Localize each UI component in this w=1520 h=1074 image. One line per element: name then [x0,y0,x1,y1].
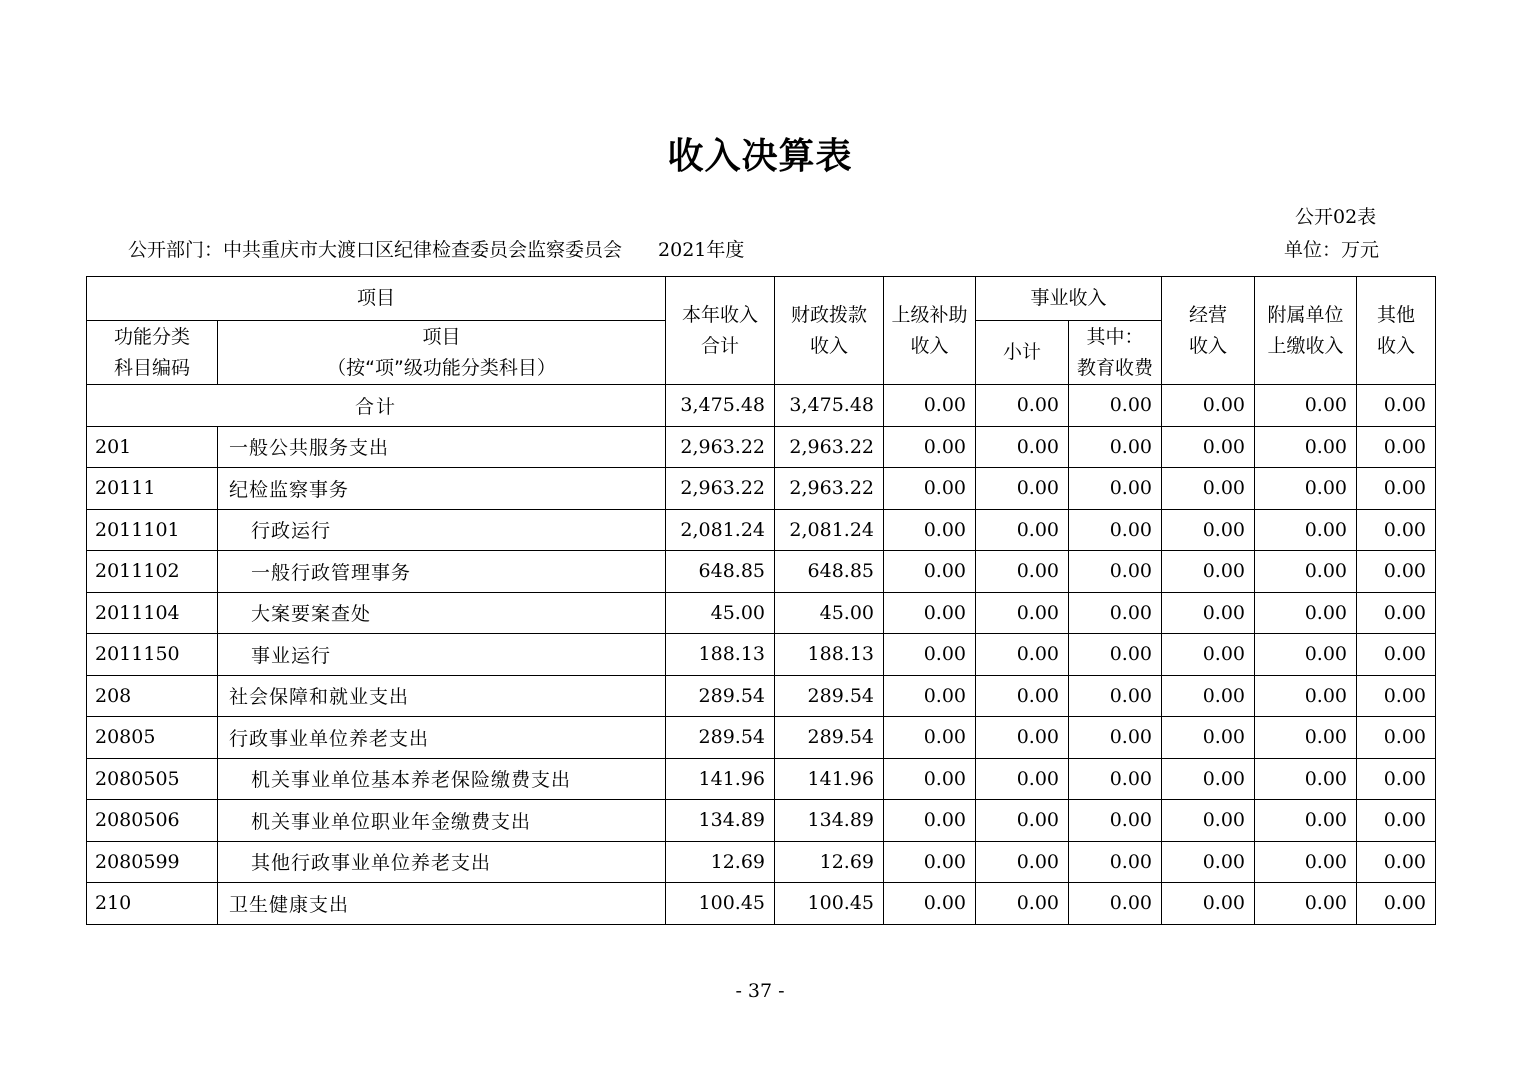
cell-education-fee: 0.00 [1069,758,1162,800]
cell-fiscal: 100.45 [775,883,884,925]
cell-career-subtotal: 0.00 [976,717,1069,759]
cell-education-fee: 0.00 [1069,675,1162,717]
row-name: 大案要案查处 [218,592,666,634]
cell-fiscal: 648.85 [775,551,884,593]
cell-operating: 0.00 [1162,468,1255,510]
cell-operating: 0.00 [1162,592,1255,634]
cell-education-fee: 0.00 [1069,841,1162,883]
cell-education-fee: 0.00 [1069,883,1162,925]
cell-operating: 0.00 [1162,634,1255,676]
cell-other: 0.00 [1357,800,1436,842]
row-code: 20111 [87,468,218,510]
cell-subsidy: 0.00 [884,509,976,551]
total-row [87,385,1436,427]
table-row [87,551,1436,593]
total-label: 合计 [87,385,666,427]
table-row [87,675,1436,717]
cell-total-income: 289.54 [666,675,775,717]
cell-affiliated: 0.00 [1255,385,1357,427]
unit-label: 单位：万元 [1284,239,1380,261]
cell-other: 0.00 [1357,551,1436,593]
cell-fiscal: 134.89 [775,800,884,842]
cell-total-income: 2,081.24 [666,509,775,551]
cell-affiliated: 0.00 [1255,634,1357,676]
row-name: 机关事业单位职业年金缴费支出 [218,800,666,842]
table-row [87,841,1436,883]
cell-operating: 0.00 [1162,675,1255,717]
cell-subsidy: 0.00 [884,800,976,842]
cell-career-subtotal: 0.00 [976,385,1069,427]
cell-subsidy: 0.00 [884,468,976,510]
cell-subsidy: 0.00 [884,841,976,883]
cell-career-subtotal: 0.00 [976,592,1069,634]
cell-career-subtotal: 0.00 [976,426,1069,468]
table-row [87,800,1436,842]
row-name: 事业运行 [218,634,666,676]
cell-affiliated: 0.00 [1255,758,1357,800]
cell-total-income: 141.96 [666,758,775,800]
table-row [87,883,1436,925]
cell-fiscal: 2,963.22 [775,468,884,510]
cell-other: 0.00 [1357,841,1436,883]
department-line [128,235,744,262]
row-name: 社会保障和就业支出 [218,675,666,717]
cell-subsidy: 0.00 [884,634,976,676]
cell-total-income: 2,963.22 [666,426,775,468]
other-income-header: 其他 收入 [1357,277,1436,385]
cell-affiliated: 0.00 [1255,509,1357,551]
row-code: 2080599 [87,841,218,883]
cell-affiliated: 0.00 [1255,841,1357,883]
education-fee-header: 其中： 教育收费 [1069,321,1162,385]
cell-fiscal: 141.96 [775,758,884,800]
page-title: 收入决算表 [667,136,853,177]
row-name: 一般公共服务支出 [218,426,666,468]
row-code: 210 [87,883,218,925]
cell-fiscal: 45.00 [775,592,884,634]
form-number: 公开02表 [1295,206,1377,228]
cell-other: 0.00 [1357,717,1436,759]
cell-education-fee: 0.00 [1069,634,1162,676]
cell-total-income: 12.69 [666,841,775,883]
cell-operating: 0.00 [1162,426,1255,468]
row-code: 2011102 [87,551,218,593]
cell-operating: 0.00 [1162,551,1255,593]
row-name: 行政事业单位养老支出 [218,717,666,759]
cell-subsidy: 0.00 [884,551,976,593]
table-row [87,634,1436,676]
affiliated-units-header: 附属单位 上缴收入 [1255,277,1357,385]
cell-education-fee: 0.00 [1069,468,1162,510]
cell-affiliated: 0.00 [1255,675,1357,717]
cell-subsidy: 0.00 [884,717,976,759]
cell-subsidy: 0.00 [884,592,976,634]
cell-career-subtotal: 0.00 [976,468,1069,510]
cell-total-income: 45.00 [666,592,775,634]
cell-career-subtotal: 0.00 [976,509,1069,551]
cell-fiscal: 289.54 [775,717,884,759]
table-row [87,717,1436,759]
item-header: 项目 [87,277,666,321]
cell-education-fee: 0.00 [1069,509,1162,551]
cell-operating: 0.00 [1162,509,1255,551]
cell-other: 0.00 [1357,509,1436,551]
subtotal-header: 小计 [976,321,1069,385]
total-income-header: 本年收入 合计 [666,277,775,385]
cell-other: 0.00 [1357,592,1436,634]
cell-other: 0.00 [1357,426,1436,468]
row-name: 机关事业单位基本养老保险缴费支出 [218,758,666,800]
table-row [87,468,1436,510]
fiscal-allocation-header: 财政拨款 收入 [775,277,884,385]
cell-other: 0.00 [1357,675,1436,717]
cell-career-subtotal: 0.00 [976,758,1069,800]
row-code: 20805 [87,717,218,759]
row-code: 2080505 [87,758,218,800]
fiscal-year: 2021年度 [658,239,745,261]
cell-education-fee: 0.00 [1069,800,1162,842]
cell-operating: 0.00 [1162,841,1255,883]
row-name: 行政运行 [218,509,666,551]
row-code: 208 [87,675,218,717]
cell-affiliated: 0.00 [1255,800,1357,842]
cell-affiliated: 0.00 [1255,426,1357,468]
table-row [87,592,1436,634]
cell-other: 0.00 [1357,634,1436,676]
cell-affiliated: 0.00 [1255,551,1357,593]
department-name: 公开部门：中共重庆市大渡口区纪律检查委员会监察委员会 [128,239,623,261]
superior-subsidy-header: 上级补助 收入 [884,277,976,385]
cell-total-income: 188.13 [666,634,775,676]
cell-career-subtotal: 0.00 [976,800,1069,842]
cell-fiscal: 2,081.24 [775,509,884,551]
cell-career-subtotal: 0.00 [976,883,1069,925]
row-name: 一般行政管理事务 [218,551,666,593]
code-header: 功能分类 科目编码 [87,321,218,385]
cell-operating: 0.00 [1162,758,1255,800]
cell-total-income: 2,963.22 [666,468,775,510]
cell-fiscal: 2,963.22 [775,426,884,468]
income-table [86,276,1436,925]
cell-other: 0.00 [1357,883,1436,925]
cell-operating: 0.00 [1162,717,1255,759]
cell-affiliated: 0.00 [1255,592,1357,634]
row-code: 2011150 [87,634,218,676]
cell-career-subtotal: 0.00 [976,634,1069,676]
row-name: 其他行政事业单位养老支出 [218,841,666,883]
cell-education-fee: 0.00 [1069,426,1162,468]
cell-total-income: 134.89 [666,800,775,842]
cell-affiliated: 0.00 [1255,717,1357,759]
cell-subsidy: 0.00 [884,675,976,717]
cell-career-subtotal: 0.00 [976,675,1069,717]
cell-affiliated: 0.00 [1255,883,1357,925]
cell-operating: 0.00 [1162,385,1255,427]
cell-other: 0.00 [1357,468,1436,510]
career-income-header: 事业收入 [976,277,1162,321]
table-row [87,509,1436,551]
cell-education-fee: 0.00 [1069,551,1162,593]
cell-fiscal: 188.13 [775,634,884,676]
row-name: 卫生健康支出 [218,883,666,925]
cell-career-subtotal: 0.00 [976,841,1069,883]
cell-total-income: 289.54 [666,717,775,759]
cell-affiliated: 0.00 [1255,468,1357,510]
cell-total-income: 3,475.48 [666,385,775,427]
row-name: 纪检监察事务 [218,468,666,510]
cell-fiscal: 12.69 [775,841,884,883]
row-code: 2080506 [87,800,218,842]
name-header: 项目 （按“项”级功能分类科目） [218,321,666,385]
table-row [87,426,1436,468]
cell-operating: 0.00 [1162,800,1255,842]
cell-subsidy: 0.00 [884,385,976,427]
cell-fiscal: 289.54 [775,675,884,717]
row-code: 2011104 [87,592,218,634]
row-code: 2011101 [87,509,218,551]
cell-education-fee: 0.00 [1069,717,1162,759]
cell-total-income: 100.45 [666,883,775,925]
cell-subsidy: 0.00 [884,426,976,468]
operating-income-header: 经营 收入 [1162,277,1255,385]
cell-fiscal: 3,475.48 [775,385,884,427]
cell-subsidy: 0.00 [884,883,976,925]
cell-education-fee: 0.00 [1069,385,1162,427]
cell-subsidy: 0.00 [884,758,976,800]
cell-operating: 0.00 [1162,883,1255,925]
page-number: - 37 - [735,980,785,1002]
cell-career-subtotal: 0.00 [976,551,1069,593]
cell-education-fee: 0.00 [1069,592,1162,634]
cell-other: 0.00 [1357,758,1436,800]
cell-total-income: 648.85 [666,551,775,593]
row-code: 201 [87,426,218,468]
cell-other: 0.00 [1357,385,1436,427]
table-row [87,758,1436,800]
